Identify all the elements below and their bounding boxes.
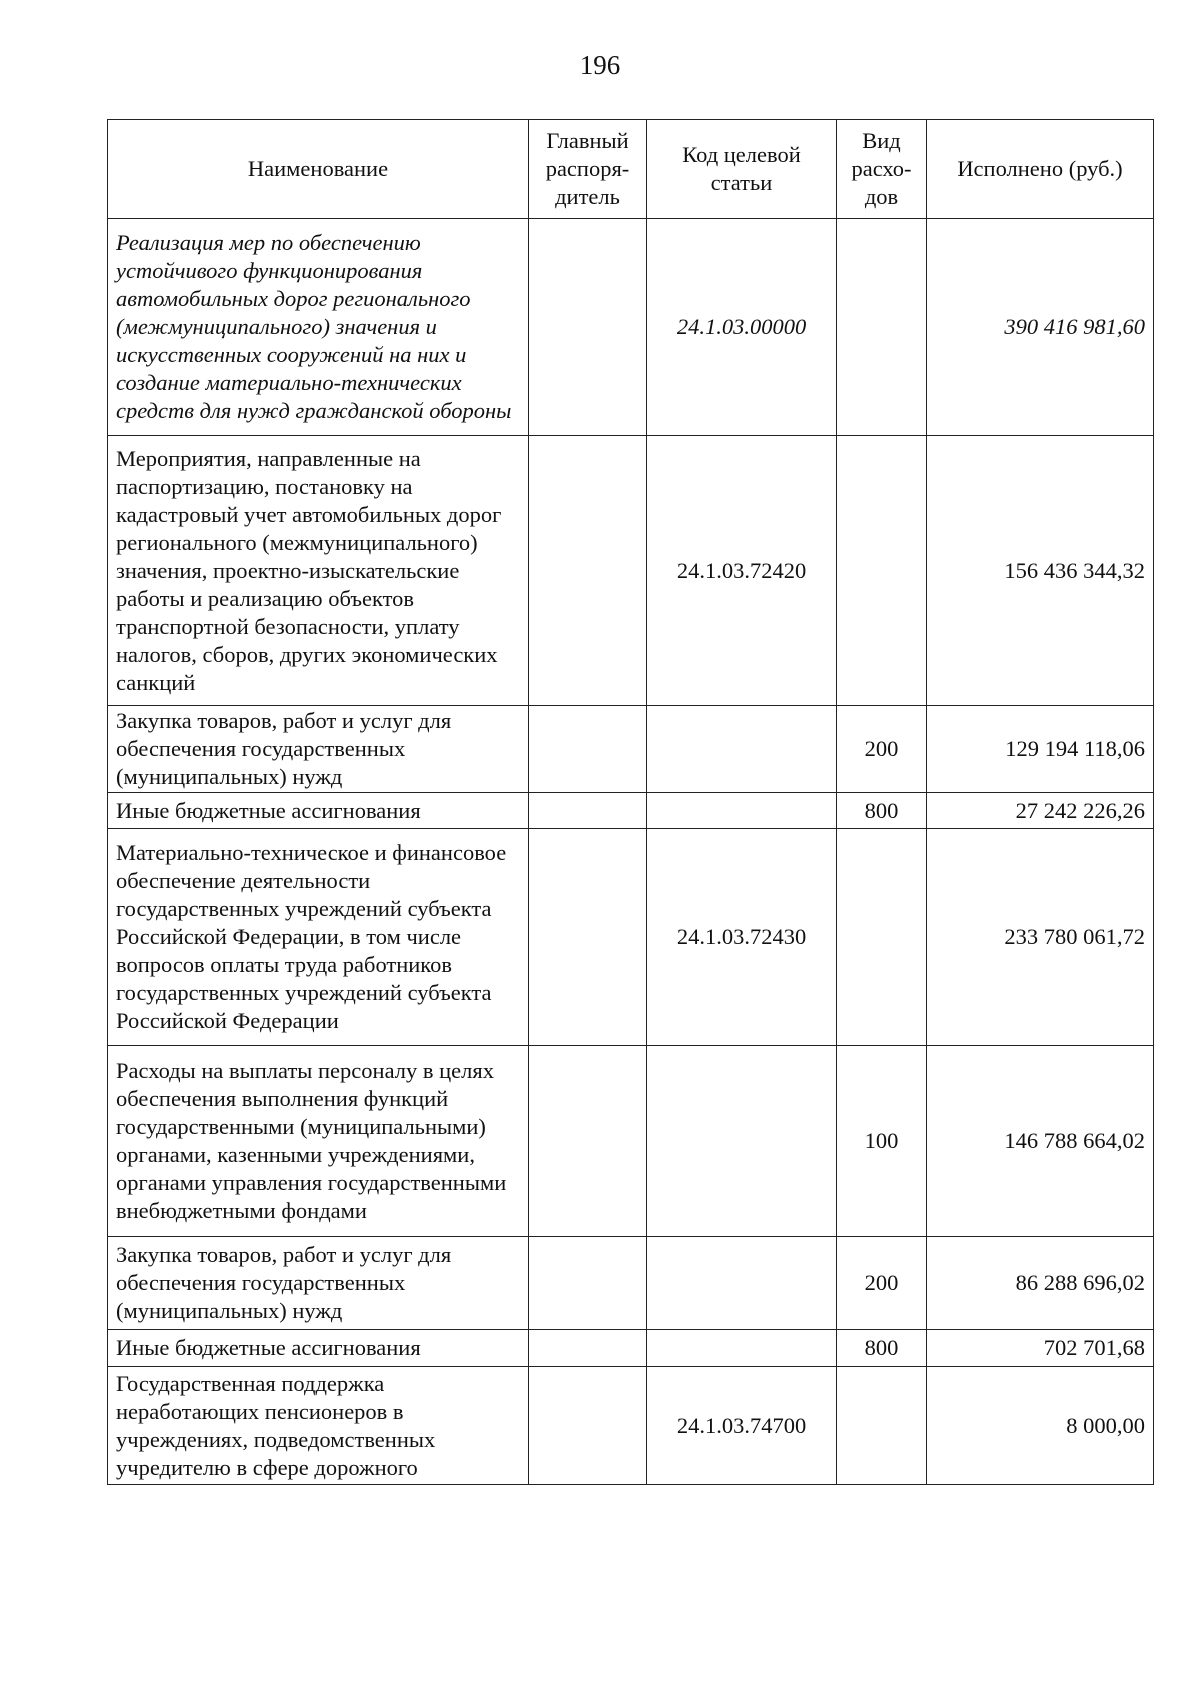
- row-name: Закупка товаров, работ и услуг для обеспечения государственных (муниципальных) нужд: [108, 1237, 529, 1330]
- row-admin: [529, 829, 647, 1046]
- row-name: Закупка товаров, работ и услуг для обеспечения государственных (муниципальных) нужд: [108, 706, 529, 793]
- budget-execution-table: [107, 119, 1154, 1485]
- table-row: [108, 1237, 1154, 1330]
- page-number: 196: [579, 50, 621, 80]
- row-type: [837, 829, 927, 1046]
- row-code: [647, 1330, 837, 1367]
- row-code: 24.1.03.74700: [647, 1367, 837, 1485]
- row-admin: [529, 1237, 647, 1330]
- row-sum: 27 242 226,26: [927, 793, 1154, 829]
- row-code: 24.1.03.72420: [647, 436, 837, 706]
- row-code: [647, 793, 837, 829]
- row-admin: [529, 1330, 647, 1367]
- table-row: [108, 1046, 1154, 1237]
- row-type: 200: [837, 706, 927, 793]
- row-code: [647, 1046, 837, 1237]
- table-header-row: [108, 120, 1154, 219]
- row-type: 100: [837, 1046, 927, 1237]
- row-name: Материально-техническое и финансовое обеспечение деятельности государственных учреждений субъекта Российской Федерации, в том числе вопросов оплаты труда работников государственных учреждений субъекта Российской Федерации: [108, 829, 529, 1046]
- row-name: Мероприятия, направленные на паспортизацию, постановку на кадастровый учет автомобильных дорог регионального (межмуниципального) значения, проектно-изыскательские работы и реализацию объектов транспортной безопасности, уплату налогов, сборов, других экономических санкций: [108, 436, 529, 706]
- header-name: Наименование: [108, 120, 529, 219]
- row-type: 800: [837, 1330, 927, 1367]
- row-type: [837, 1367, 927, 1485]
- row-admin: [529, 436, 647, 706]
- row-name: Государственная поддержка неработающих пенсионеров в учреждениях, подведомственных учредителю в сфере дорожного: [108, 1367, 529, 1485]
- row-sum: 146 788 664,02: [927, 1046, 1154, 1237]
- row-sum: 156 436 344,32: [927, 436, 1154, 706]
- table-row: [108, 793, 1154, 829]
- header-sum: Исполнено (руб.): [927, 120, 1154, 219]
- row-type: [837, 436, 927, 706]
- row-sum: 233 780 061,72: [927, 829, 1154, 1046]
- row-code: [647, 1237, 837, 1330]
- header-code: Код целевой статьи: [647, 120, 837, 219]
- row-sum: 8 000,00: [927, 1367, 1154, 1485]
- row-name: Реализация мер по обеспечению устойчивого функционирования автомобильных дорог регионального (межмуниципального) значения и искусственных сооружений на них и создание материально-технических средств для нужд гражданской обороны: [108, 219, 529, 436]
- table-row: [108, 829, 1154, 1046]
- table-row: [108, 1330, 1154, 1367]
- row-code: 24.1.03.72430: [647, 829, 837, 1046]
- row-type: 200: [837, 1237, 927, 1330]
- row-sum: 129 194 118,06: [927, 706, 1154, 793]
- table-row: [108, 436, 1154, 706]
- row-code: 24.1.03.00000: [647, 219, 837, 436]
- row-name: Иные бюджетные ассигнования: [108, 1330, 529, 1367]
- row-type: [837, 219, 927, 436]
- row-sum: 86 288 696,02: [927, 1237, 1154, 1330]
- table-row: [108, 219, 1154, 436]
- row-admin: [529, 1367, 647, 1485]
- table-row: [108, 706, 1154, 793]
- row-admin: [529, 1046, 647, 1237]
- row-code: [647, 706, 837, 793]
- row-sum: 390 416 981,60: [927, 219, 1154, 436]
- row-admin: [529, 793, 647, 829]
- row-type: 800: [837, 793, 927, 829]
- row-admin: [529, 706, 647, 793]
- row-sum: 702 701,68: [927, 1330, 1154, 1367]
- header-type: Вид расхо-дов: [837, 120, 927, 219]
- row-name: Иные бюджетные ассигнования: [108, 793, 529, 829]
- row-admin: [529, 219, 647, 436]
- table-row: [108, 1367, 1154, 1485]
- row-name: Расходы на выплаты персоналу в целях обеспечения выполнения функций государственными (муниципальными) органами, казенными учреждениями, органами управления государственными внебюджетными фондами: [108, 1046, 529, 1237]
- header-admin: Главный распоря-дитель: [529, 120, 647, 219]
